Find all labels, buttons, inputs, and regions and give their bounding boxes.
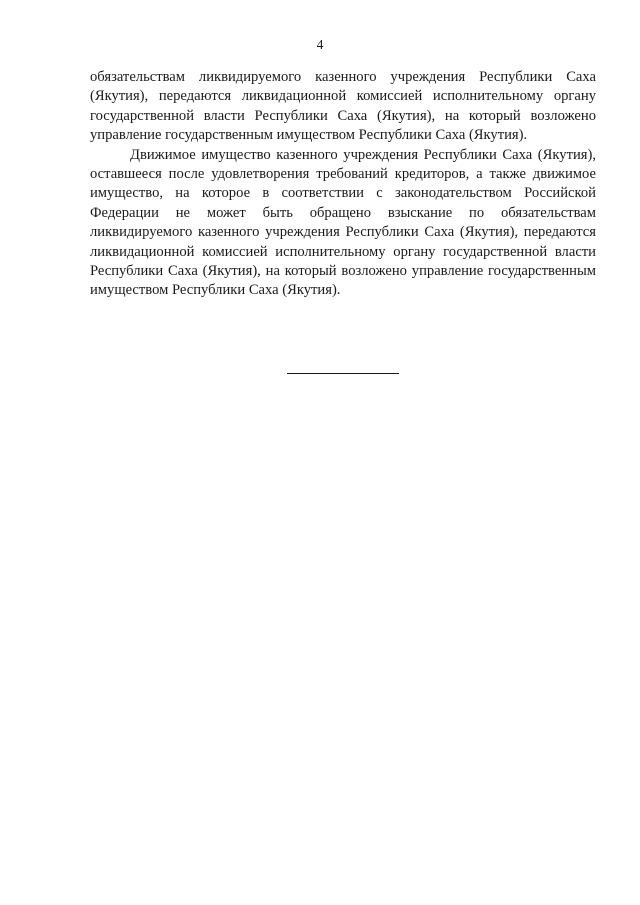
paragraph-movable-property: Движимое имущество казенного учреждения Республики Саха (Якутия), оставшееся после удовлетворения требований кредиторов, а также движимое имущество, на которое в соответствии с законодательством Российской Федерации не может быть обращено взыскание по обязательствам ликвидируемого казенного учреждения Республики Саха (Якутия), передаются ликвидационной комиссией исполнительному органу государственной власти Республики Саха (Якутия), на который возложено управление государственным имуществом Республики Саха (Якутия). — [90, 146, 596, 299]
page-number: 4 — [316, 37, 324, 52]
paragraph-continuation: обязательствам ликвидируемого казенного учреждения Республики Саха (Якутия), передаются ликвидационной комиссией исполнительному органу государственной власти Республики Саха (Якутия), на который возложено управление государственным имуществом Республики Саха (Якутия). — [90, 69, 596, 144]
document-body — [90, 68, 596, 301]
end-of-document-rule — [287, 373, 399, 374]
